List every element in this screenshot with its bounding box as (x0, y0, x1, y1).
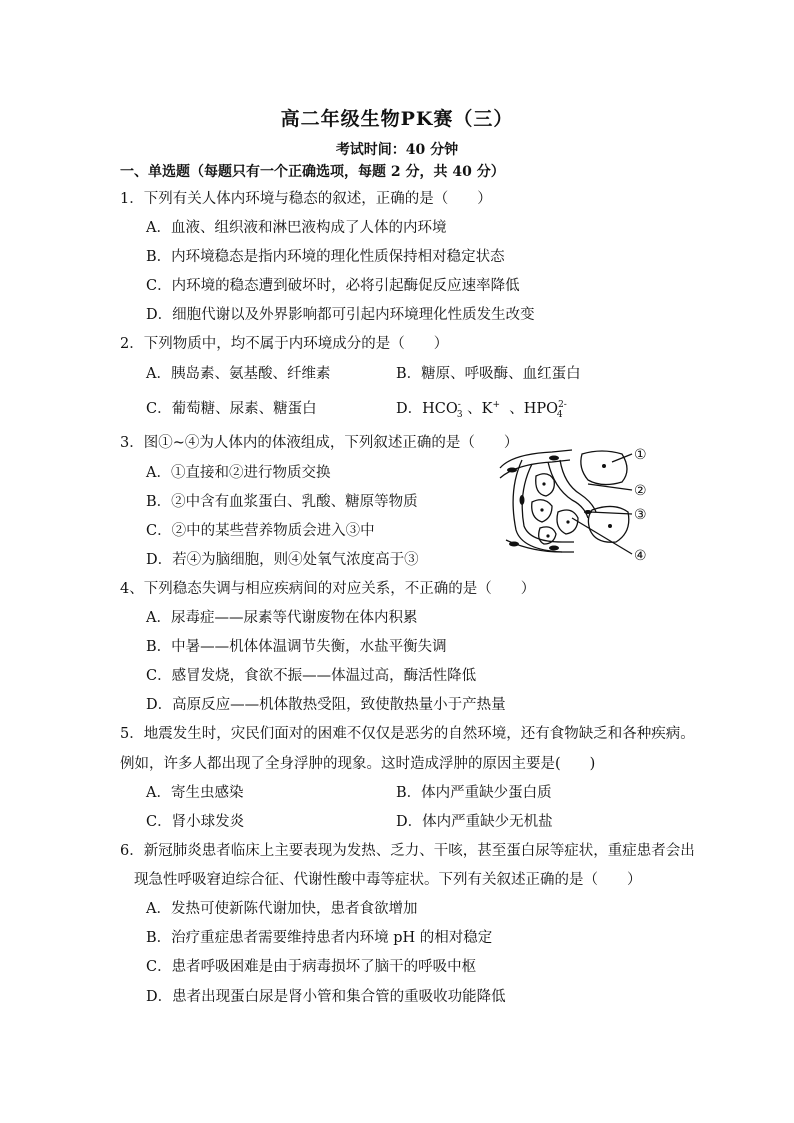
question-2-stem: 2．下列物质中，均不属于内环境成分的是（ ） (120, 336, 449, 352)
question-5-option-b: B．体内严重缺少蛋白质 (396, 785, 552, 801)
question-3-option-b: B．②中含有血浆蛋白、乳酸、糖原等物质 (146, 494, 418, 510)
question-6-option-a: A．发热可使新陈代谢加快，患者食欲增加 (146, 901, 418, 917)
question-3-option-d: D．若④为脑细胞，则④处氧气浓度高于③ (146, 552, 419, 568)
question-4-option-d: D．高原反应——机体散热受阻，致使散热量小于产热量 (146, 697, 506, 713)
question-4-option-c: C．感冒发烧，食欲不振——体温过高，酶活性降低 (146, 668, 477, 684)
question-5-stem-line1: 5．地震发生时，灾民们面对的困难不仅仅是恶劣的自然环境，还有食物缺乏和各种疾病。 (120, 726, 695, 742)
question-4-stem: 4、下列稳态失调与相应疾病间的对应关系，不正确的是（ ） (120, 581, 536, 597)
question-5-option-a: A．寄生虫感染 (146, 785, 244, 801)
question-3-option-a: A．①直接和②进行物质交换 (146, 465, 331, 481)
question-5-stem-line2: 例如，许多人都出现了全身浮肿的现象。这时造成浮肿的原因主要是( ) (120, 756, 596, 772)
diagram-label-3: ③ (634, 507, 647, 523)
question-2-option-a: A．胰岛素、氨基酸、纤维素 (146, 366, 331, 382)
question-1-option-d: D．细胞代谢以及外界影响都可引起内环境理化性质发生改变 (146, 307, 535, 323)
page-title: 高二年级生物PK赛（三） (280, 108, 514, 130)
question-3-option-c: C．②中的某些营养物质会进入③中 (146, 523, 375, 539)
question-6-option-b: B．治疗重症患者需要维持患者内环境 pH 的相对稳定 (146, 930, 493, 946)
body-fluid-diagram (492, 440, 652, 570)
question-1-stem: 1．下列有关人体内环境与稳态的叙述，正确的是（ ） (120, 191, 492, 207)
question-2-option-b: B．糖原、呼吸酶、血红蛋白 (396, 366, 581, 382)
question-5-option-d: D．体内严重缺少无机盐 (396, 814, 553, 830)
diagram-label-2: ② (634, 483, 647, 499)
question-4-option-b: B．中暑——机体体温调节失衡，水盐平衡失调 (146, 639, 447, 655)
question-6-stem-line2: 现急性呼吸窘迫综合征、代谢性酸中毒等症状。下列有关叙述正确的是（ ） (134, 872, 642, 888)
question-1-option-c: C．内环境的稳态遭到破坏时，必将引起酶促反应速率降低 (146, 278, 520, 294)
section-heading: 一、单选题（每题只有一个正确选项，每题 2 分，共 40 分） (120, 164, 505, 180)
question-4-option-a: A．尿毒症——尿素等代谢废物在体内积累 (146, 610, 418, 626)
diagram-label-4: ④ (634, 548, 647, 564)
question-5-option-c: C．肾小球发炎 (146, 814, 245, 830)
question-6-option-d: D．患者出现蛋白尿是肾小管和集合管的重吸收功能降低 (146, 989, 506, 1005)
question-6-stem-line1: 6．新冠肺炎患者临床上主要表现为发热、乏力、干咳，甚至蛋白尿等症状，重症患者会出 (120, 843, 695, 859)
question-3-stem: 3．图①~④为人体内的体液组成，下列叙述正确的是（ ） (120, 435, 519, 451)
question-1-option-a: A．血液、组织液和淋巴液构成了人体的内环境 (146, 220, 447, 236)
question-2-option-d: D．$HCO^-_3$ 、K+ 、$HPO^{2-}_4$ (396, 400, 567, 420)
question-2-option-c: C．葡萄糖、尿素、糖蛋白 (146, 401, 317, 417)
question-1-option-b: B．内环境稳态是指内环境的理化性质保持相对稳定状态 (146, 249, 505, 265)
question-6-option-c: C．患者呼吸困难是由于病毒损坏了脑干的呼吸中枢 (146, 959, 477, 975)
exam-time: 考试时间：40 分钟 (335, 142, 459, 158)
diagram-label-1: ① (634, 447, 647, 463)
